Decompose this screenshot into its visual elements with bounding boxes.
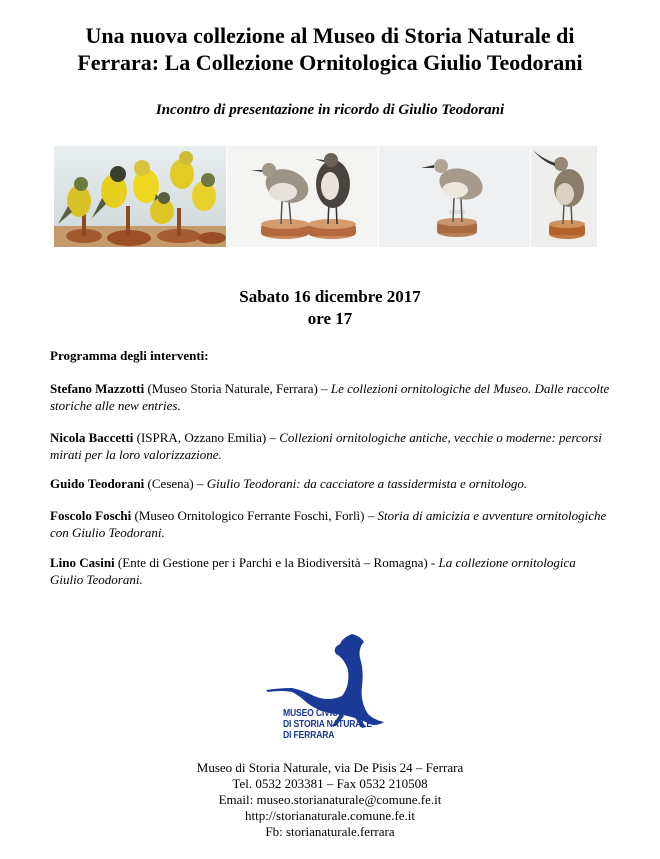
speaker-affiliation: (Cesena) – [144, 476, 207, 491]
event-date: Sabato 16 dicembre 2017 [239, 287, 421, 306]
logo-line-2: DI STORIA NATURALE [283, 719, 372, 730]
speaker-affiliation: (Museo Ornitologico Ferrante Foschi, Forlì) – [131, 508, 378, 523]
title-line-2: Ferrara: La Collezione Ornitologica Giulio Teodorani [77, 50, 583, 75]
photo-yellow-wagtails [54, 146, 226, 247]
photo-knot-on-stand [379, 146, 530, 247]
speaker-affiliation: (Ente di Gestione per i Parchi e la Biodiversità – Romagna) - [114, 555, 439, 570]
talk-title: Giulio Teodorani: da cacciatore a tassidermista e ornitologo. [206, 476, 528, 491]
event-datetime [0, 286, 660, 330]
speaker-name: Guido Teodorani [50, 476, 145, 491]
speaker-affiliation: (Museo Storia Naturale, Ferrara) – [144, 381, 331, 396]
contact-email[interactable]: Email: museo.storianaturale@comune.fe.it [218, 792, 442, 807]
logo-line-1: MUSEO CIVICO [283, 708, 345, 719]
speaker-name: Foscolo Foschi [50, 508, 132, 523]
talk-title: Collezioni ornitologiche antiche, vecchie o moderne: percorsi mirati per la loro valorizzazione. [50, 430, 602, 462]
speaker-item [50, 507, 610, 541]
title-line-1: Una nuova collezione al Museo di Storia Naturale di [85, 23, 575, 48]
speaker-name: Nicola Baccetti [50, 430, 134, 445]
speaker-name: Lino Casini [50, 555, 115, 570]
speaker-item [50, 380, 610, 414]
talk-title: Storia di amicizia e avventure ornitologiche con Giulio Teodorani. [50, 508, 607, 540]
speaker-affiliation: (ISPRA, Ozzano Emilia) – [133, 430, 280, 445]
flyer-title [20, 22, 640, 76]
talk-title: La collezione ornitologica Giulio Teodorani. [50, 555, 576, 587]
speaker-item [50, 475, 610, 492]
talk-title: Le collezioni ornitologiche del Museo. Dalle raccolte storiche alle new entries. [50, 381, 610, 413]
photo-ruff-pair [227, 146, 378, 247]
event-time: ore 17 [307, 309, 353, 328]
programme-heading: Programma degli interventi: [50, 348, 209, 363]
contact-block [0, 760, 660, 840]
flyer-subtitle: Incontro di presentazione in ricordo di Giulio Teodorani [155, 102, 505, 118]
contact-address: Museo di Storia Naturale, via De Pisis 24 – Ferrara [196, 760, 464, 775]
contact-phone: Tel. 0532 203381 – Fax 0532 210508 [232, 776, 428, 791]
speaker-item [50, 554, 610, 588]
speaker-name: Stefano Mazzotti [50, 381, 145, 396]
logo-line-3: DI FERRARA [283, 730, 335, 741]
contact-website[interactable]: http://storianaturale.comune.fe.it [244, 808, 416, 823]
contact-facebook[interactable]: Fb: storianaturale.ferrara [265, 824, 395, 839]
speaker-item [50, 429, 610, 463]
photo-curlew [531, 146, 597, 247]
museum-logo-text [283, 708, 378, 741]
bird-photo-strip [54, 146, 597, 247]
